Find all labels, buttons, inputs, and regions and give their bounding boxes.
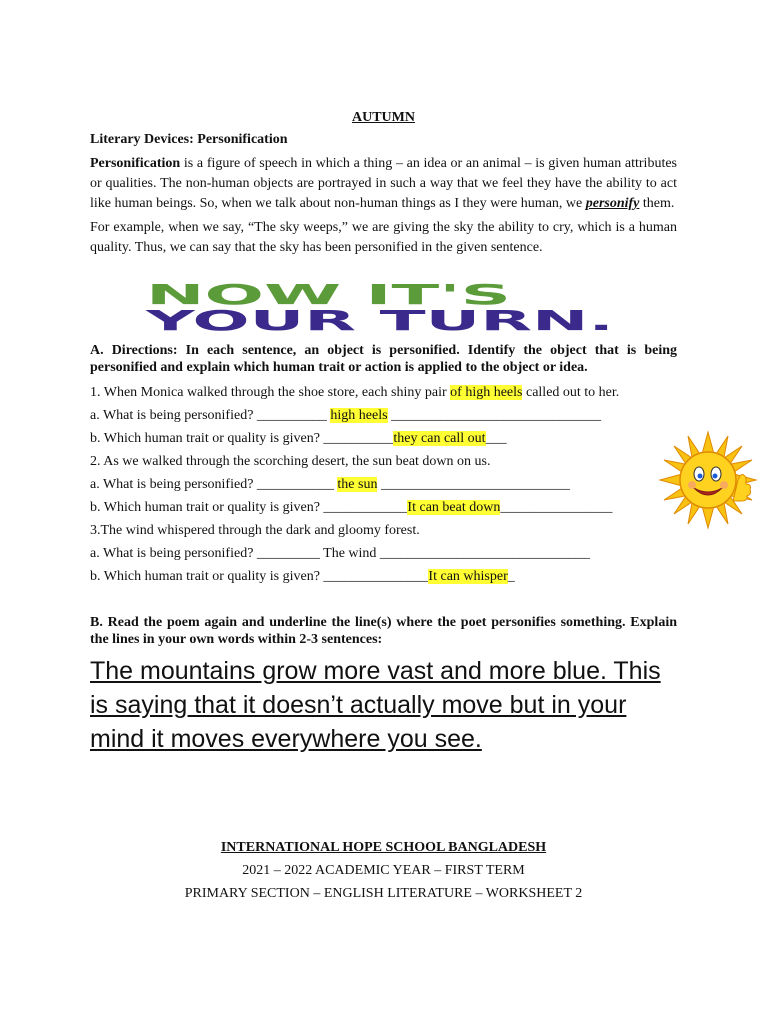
q2-b [90, 496, 677, 519]
q3-a: a. What is being personified? _________ The wind ______________________________ [90, 546, 590, 561]
sun-thumbs-up-icon [658, 430, 758, 530]
section-b [90, 614, 677, 653]
definition-emphasis: personify [585, 196, 640, 211]
q3-b-prompt: b. Which human trait or quality is given? _______________ [90, 569, 429, 584]
q1-a-prompt: a. What is being personified? __________ [90, 408, 331, 423]
q3-b-answer: It can whisper [428, 569, 508, 584]
q3-b-tail: _ [507, 569, 515, 584]
definition-paragraph [90, 154, 677, 214]
q1-b-answer: they can call out [393, 431, 486, 446]
q2-a-answer: the sun [337, 477, 378, 492]
worksheet-label: PRIMARY SECTION – ENGLISH LITERATURE – WORKSHEET 2 [184, 886, 583, 901]
page-title: AUTUMN [352, 110, 415, 125]
section-a-directions: A. Directions: In each sentence, an object is personified. Identify the object that is being personified and explain which human trait or action is applied to the object or idea. [90, 343, 677, 375]
q2-b-prompt: b. Which human trait or quality is given? ____________ [90, 500, 408, 515]
handwritten-answer [90, 654, 690, 756]
page-subtitle: Literary Devices: Personification [90, 132, 288, 147]
q1-a [90, 404, 677, 427]
q1-a-tail: ______________________________ [387, 408, 602, 423]
now-its-your-turn-banner [142, 280, 670, 332]
section-b-directions: B. Read the poem again and underline the line(s) where the poet personifies something. Explain the lines in your own words within 2-3 sentences: [90, 615, 677, 647]
academic-year: 2021 – 2022 ACADEMIC YEAR – FIRST TERM [242, 863, 525, 878]
q3-sentence: 3.The wind whispered through the dark and gloomy forest. [90, 523, 420, 538]
q1-sentence [90, 381, 677, 404]
answer-line-1: The mountains grow more vast and more blue. This [90, 657, 661, 685]
banner-line-2: YOUR TURN. [143, 304, 615, 332]
definition-term: Personification [90, 156, 181, 171]
q1-a-answer: high heels [330, 408, 388, 423]
q3-b [90, 565, 677, 588]
example-paragraph: For example, when we say, “The sky weeps,” we are giving the sky the ability to cry, which is a human quality. Thus, we can say that the sky has been personified in the given sentence. [90, 220, 677, 255]
definition-text-a: is a figure of speech in which a thing – an idea or an animal – is given human attributes or qualities. The non-human objects are portrayed in such a way that we feel they have the ability to act like human beings. So, when we talk about non-human things as I they were human, we [90, 156, 677, 211]
q2-a-prompt: a. What is being personified? ___________ [90, 477, 338, 492]
q1-sentence-end: called out to her. [522, 385, 620, 400]
answer-line-3: mind it moves everywhere you see. [90, 725, 482, 753]
answer-line-2: is saying that it doesn’t actually move but in your [90, 691, 627, 719]
banner-line-1: NOW IT'S [146, 280, 511, 311]
q1-sentence-start: 1. When Monica walked through the shoe store, each shiny pair [90, 385, 451, 400]
section-a [90, 342, 677, 588]
q2-a-tail: ___________________________ [377, 477, 570, 492]
q1-b-prompt: b. Which human trait or quality is given? __________ [90, 431, 394, 446]
q2-b-tail: ________________ [500, 500, 613, 515]
intro-block [90, 110, 677, 262]
q2-a [90, 473, 677, 496]
definition-text-b: them. [639, 196, 675, 211]
banner-graphic [142, 280, 670, 332]
q1-highlight: of high heels [450, 385, 523, 400]
q2-sentence: 2. As we walked through the scorching desert, the sun beat down on us. [90, 454, 491, 469]
q1-b-tail: ___ [485, 431, 507, 446]
school-name: INTERNATIONAL HOPE SCHOOL BANGLADESH [220, 840, 547, 855]
footer [90, 836, 677, 905]
q1-b [90, 427, 677, 450]
q2-b-answer: It can beat down [407, 500, 501, 515]
